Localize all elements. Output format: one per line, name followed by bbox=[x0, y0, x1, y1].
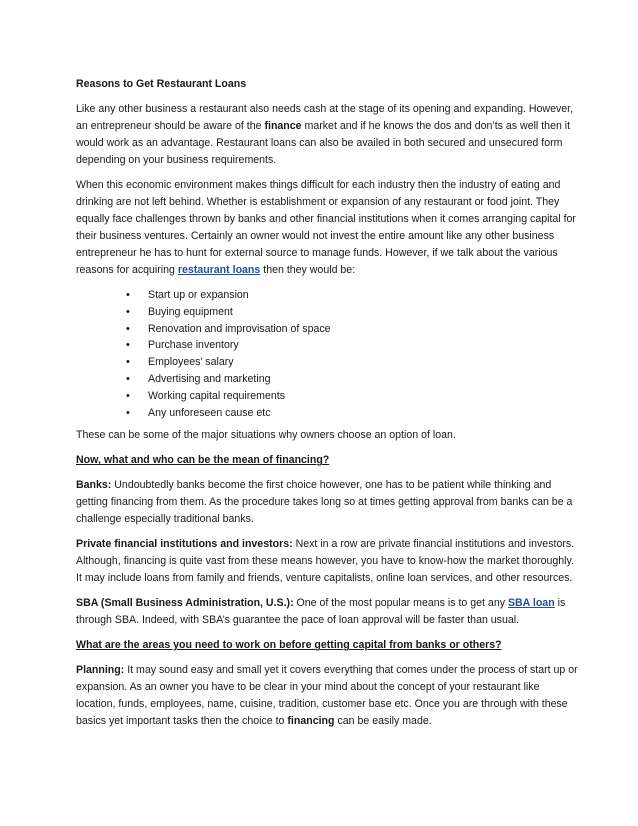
banks-text: Undoubtedly banks become the first choice however, one has to be patient while thinking and getting financing from them. As the procedure takes long so at times getting approval from banks can be a challenge especially traditional banks. bbox=[76, 479, 573, 526]
list-item bbox=[126, 321, 578, 338]
bullet-icon: • bbox=[126, 289, 130, 301]
list-item bbox=[126, 405, 578, 422]
list-item bbox=[126, 337, 578, 354]
sba-text-a: One of the most popular means is to get any bbox=[293, 597, 508, 610]
list-item bbox=[126, 354, 578, 371]
bullet-icon: • bbox=[126, 389, 130, 402]
bullet-icon: • bbox=[126, 372, 130, 385]
financing-heading: Now, what and who can be the mean of financing? bbox=[76, 454, 330, 467]
economy-text-a: When this economic environment makes things difficult for each industry then the industry of eating and drinking are not left behind. Whether is establishment or expansion of any restaurant or food joint. They equally face challenges thrown by banks and other financial institutions when it comes arranging capital for their business ventures. Certainly an owner would not invest the entire amount like any other business entrepreneur he has to hunt for external source to manage funds. However, if we talk about the various reasons for acquiring bbox=[76, 179, 576, 276]
planning-text-a: It may sound easy and small yet it covers everything that comes under the process of start up or expansion. As an owner you have to be clear in your mind about the concept of your restaurant like location, funds, employees, name, cuisine, tradition, customer base etc. Once you are through with these basics yet important tasks then the choice to bbox=[76, 664, 578, 728]
list-item-text: Renovation and improvisation of space bbox=[148, 322, 331, 335]
bullet-icon: • bbox=[126, 322, 130, 335]
sba-text-b: is through SBA. Indeed, with SBA’s guarantee the pace of loan approval will be faster than usual. bbox=[76, 597, 566, 627]
planning-text-b: can be easily made. bbox=[334, 715, 432, 728]
document-title: Reasons to Get Restaurant Loans bbox=[76, 78, 247, 90]
restaurant-loans-link[interactable]: restaurant loans bbox=[177, 264, 261, 276]
summary-paragraph: These can be some of the major situations why owners choose an option of loan. bbox=[76, 429, 456, 442]
list-item-text: Advertising and marketing bbox=[148, 372, 271, 385]
sba-label: SBA (Small Business Administration, U.S.): bbox=[76, 597, 294, 610]
list-item bbox=[126, 371, 578, 388]
finance-bold: finance bbox=[264, 120, 302, 132]
bullet-icon: • bbox=[126, 305, 130, 318]
list-item-text: Start up or expansion bbox=[148, 289, 249, 301]
list-item-text: Employees’ salary bbox=[148, 356, 234, 369]
bullet-icon: • bbox=[126, 356, 130, 369]
planning-label: Planning: bbox=[76, 664, 125, 677]
sba-loan-link[interactable]: SBA loan bbox=[507, 597, 555, 610]
sba-paragraph bbox=[76, 595, 578, 629]
list-item-text: Purchase inventory bbox=[148, 339, 239, 352]
private-paragraph bbox=[76, 536, 578, 587]
intro-text-b: market and if he knows the dos and don’ts as well then it would work as an advantage. Restaurant loans can also be availed in both secured and unsecured form depending on your business requirements. bbox=[76, 120, 571, 166]
bullet-icon: • bbox=[126, 406, 130, 419]
private-text: Next in a row are private financial institutions and investors. Although, financing is quite vast from these means however, you have to know-how the market thoroughly. It may include loans from family and friends, venture capitalists, online loan services, and other resources. bbox=[76, 538, 575, 585]
financing-bold: financing bbox=[287, 715, 335, 728]
banks-paragraph bbox=[76, 477, 578, 528]
bullet-icon: • bbox=[126, 339, 130, 352]
banks-label: Banks: bbox=[76, 479, 112, 492]
list-item-text: Any unforeseen cause etc bbox=[148, 406, 271, 419]
private-label: Private financial institutions and investors: bbox=[76, 538, 293, 551]
planning-paragraph bbox=[76, 662, 578, 730]
intro-text-a: Like any other business a restaurant also needs cash at the stage of its opening and expanding. However, an entrepreneur should be aware of the bbox=[76, 103, 574, 132]
list-item-text: Buying equipment bbox=[148, 305, 233, 318]
areas-heading: What are the areas you need to work on before getting capital from banks or others? bbox=[76, 639, 502, 652]
list-item bbox=[126, 287, 578, 304]
reasons-list bbox=[76, 287, 578, 421]
economy-text-b: then they would be: bbox=[260, 264, 356, 276]
list-item bbox=[126, 304, 578, 321]
list-item-text: Working capital requirements bbox=[148, 389, 285, 402]
economy-paragraph bbox=[76, 177, 578, 279]
intro-paragraph bbox=[76, 101, 578, 169]
list-item bbox=[126, 388, 578, 405]
